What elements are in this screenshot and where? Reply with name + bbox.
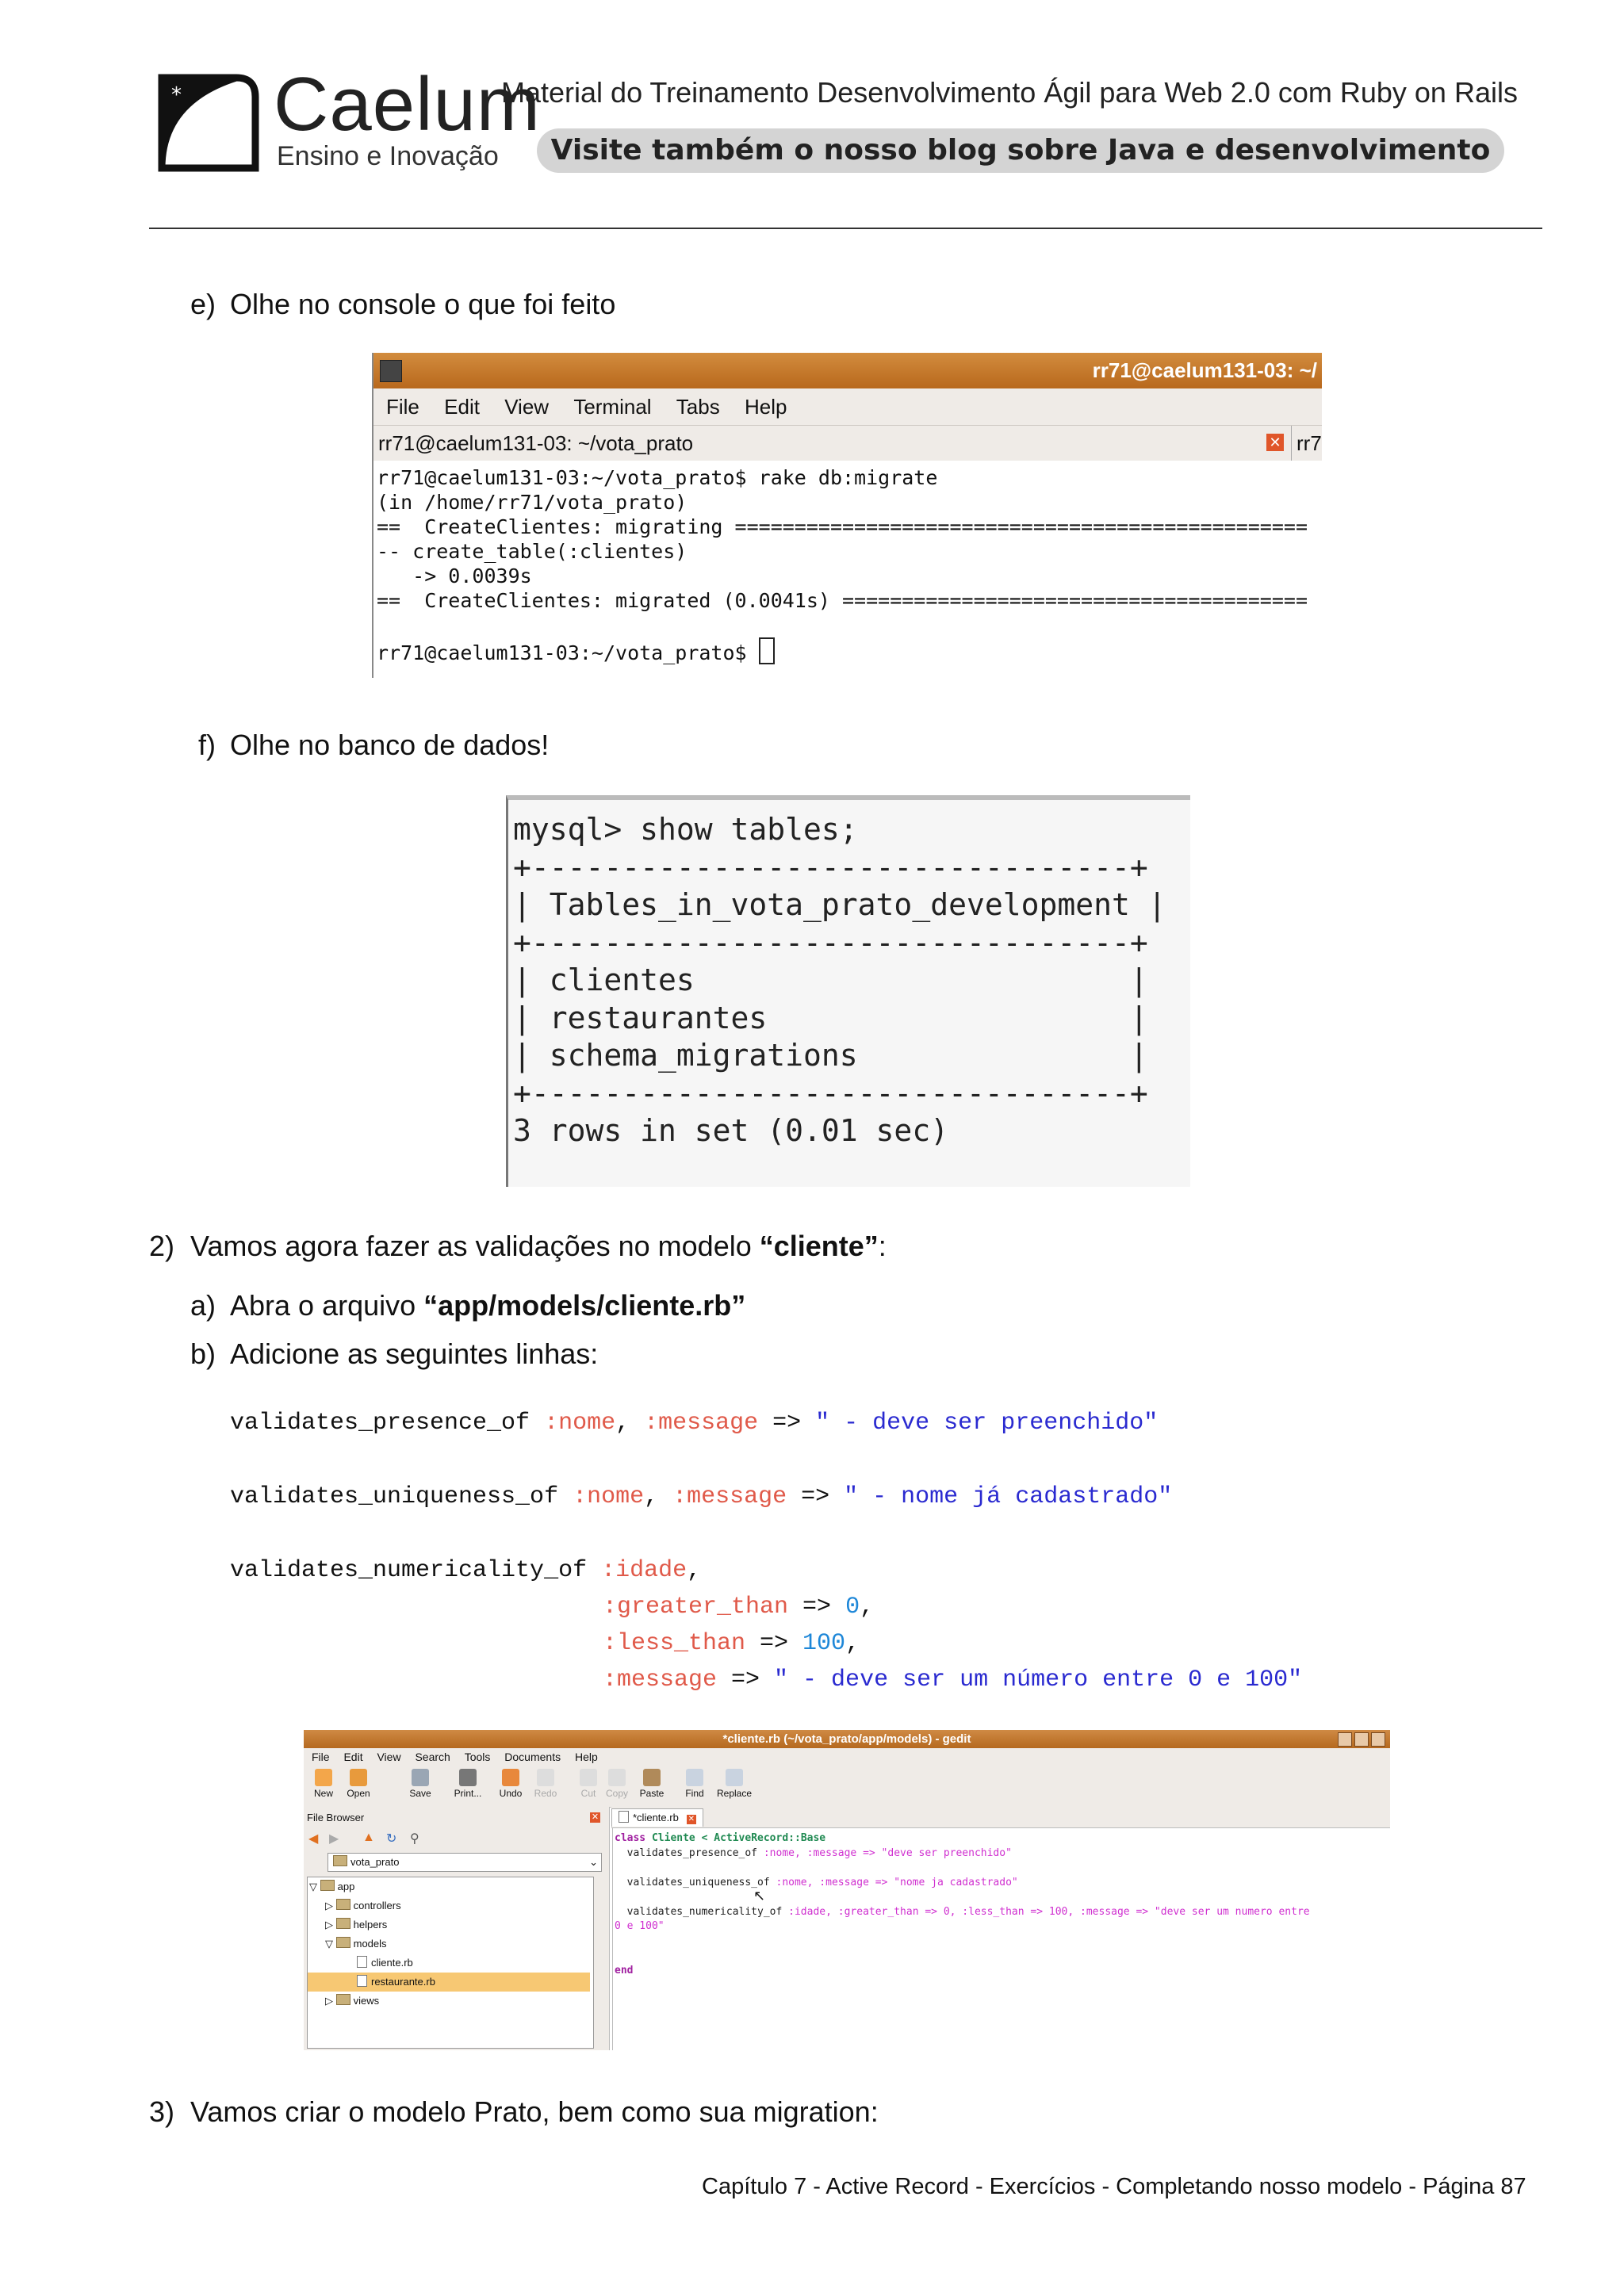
folder-icon [336,1937,350,1948]
code-line-presence: validates_presence_of :nome, :message => " - deve ser preenchido" [230,1410,1159,1437]
step-f-marker: f) [198,729,216,761]
maximize-icon[interactable] [1354,1732,1369,1747]
tree-item-helpers[interactable]: ▷ helpers [325,1919,388,1931]
gedit-menubar [304,1748,1390,1766]
step-2-model-name: “cliente” [759,1230,879,1262]
mysql-line: | clientes | [513,962,1148,997]
new-document-icon [315,1769,332,1786]
terminal-menubar [373,388,1322,426]
terminal-prompt: rr71@caelum131-03:~/vota_prato$ [377,641,759,664]
mouse-pointer-icon: ↖ [753,1888,766,1904]
gedit-editor[interactable] [612,1828,1390,2050]
filter-icon[interactable]: ⚲ [410,1832,419,1846]
terminal-output [377,465,1308,665]
tab-cliente-rb[interactable]: *cliente.rb ✕ [611,1808,703,1827]
gedit-toolbar [304,1766,1390,1808]
menu-tools[interactable]: Tools [464,1751,491,1763]
header-divider [149,228,1542,229]
close-icon[interactable] [1371,1732,1385,1747]
tree-item-views[interactable]: ▷ views [325,1995,380,2007]
menu-documents[interactable]: Documents [504,1751,561,1763]
menu-search[interactable]: Search [415,1751,450,1763]
mysql-line: | schema_migrations | [513,1038,1148,1073]
blog-banner: Visite também o nosso blog sobre Java e desenvolvimento [537,128,1504,173]
terminal-line: rr71@caelum131-03:~/vota_prato$ rake db:migrate [377,466,938,489]
terminal-tabbar [373,426,1322,461]
caelum-logo-icon [157,70,260,173]
code-line-less-than: :less_than => 100, [603,1630,860,1657]
file-browser-nav [307,1829,602,1848]
mysql-line: +---------------------------------+ [513,924,1148,960]
cursor-icon [759,637,775,664]
print-button[interactable]: Print... [450,1767,486,1799]
mysql-line: | Tables_in_vota_prato_development | [513,887,1166,922]
folder-select[interactable] [327,1853,602,1872]
gedit-code: class Cliente < ActiveRecord::Base validates_presence_of :nome, :message => "deve ser preenchido" validates_uniqueness_of :nome, :message => "nome ja cadastrado" validates_numericality_of :idade, :greater_than => 0, :less_than => 100, :message => "deve ser um numero entre 0 e 100" end [615,1832,1310,1976]
menu-view[interactable]: View [377,1751,401,1763]
mysql-screenshot [506,795,1190,1187]
tree-item-restaurante-rb[interactable]: restaurante.rb [308,1973,590,1992]
tree-item-models[interactable]: ▽ models [325,1938,387,1950]
replace-button[interactable]: Replace [716,1767,753,1799]
page-footer: Capítulo 7 - Active Record - Exercícios - Completando nosso modelo - Página 87 [702,2174,1526,2199]
step-a-text [230,1288,745,1323]
code-line-uniqueness: validates_uniqueness_of :nome, :message => " - nome já cadastrado" [230,1483,1173,1510]
find-icon [686,1769,703,1786]
terminal-line: == CreateClientes: migrating ================================================ [377,515,1308,538]
refresh-icon[interactable]: ↻ [386,1832,397,1846]
tree-item-app[interactable]: ▽ app [309,1881,355,1892]
redo-icon [537,1769,554,1786]
terminal-icon [380,360,402,382]
find-button[interactable]: Find [676,1767,713,1799]
menu-edit[interactable]: Edit [444,395,480,419]
menu-help[interactable]: Help [574,1751,598,1763]
folder-icon [333,1855,347,1866]
step-2-text-pre: Vamos agora fazer as validações no modelo [190,1230,760,1262]
cut-button[interactable]: Cut [570,1767,607,1799]
tree-item-controllers[interactable]: ▷ controllers [325,1900,401,1911]
step-b-text: Adicione as seguintes linhas: [230,1337,599,1370]
file-icon [619,1811,629,1823]
menu-file[interactable]: File [386,395,419,419]
logo-wordmark: Caelum [274,62,541,147]
mysql-line: +---------------------------------+ [513,849,1148,885]
paste-button[interactable]: Paste [634,1767,670,1799]
step-a-marker: a) [190,1289,216,1322]
menu-terminal[interactable]: Terminal [573,395,652,419]
step-2-marker: 2) [149,1230,175,1262]
collapsed-arrow-icon: ▷ [325,1919,336,1931]
expanded-arrow-icon: ▽ [325,1938,336,1950]
menu-file[interactable]: File [312,1751,330,1763]
save-icon [412,1769,429,1786]
back-arrow-icon[interactable]: ◀ [308,1832,319,1846]
replace-icon [726,1769,743,1786]
terminal-tab[interactable]: rr71@caelum131-03: ~/vota_prato [378,431,694,455]
step-2-text-post: : [878,1230,887,1262]
folder-icon [320,1880,335,1891]
file-icon [357,1975,367,1987]
svg-text:*: * [171,83,182,107]
file-tree [307,1877,594,2049]
gedit-title: *cliente.rb (~/vota_prato/app/models) - gedit [722,1732,971,1746]
step-e-text: Olhe no console o que foi feito [230,288,616,320]
code-line-message: :message => " - deve ser um número entre 0 e 100" [603,1667,1303,1693]
close-panel-icon[interactable]: ✕ [591,1812,599,1822]
mysql-line: 3 rows in set (0.01 sec) [513,1113,949,1148]
folder-select-value: vota_prato [350,1856,400,1868]
mysql-line: | restaurantes | [513,1000,1148,1035]
open-folder-icon [350,1769,367,1786]
gedit-screenshot [304,1730,1390,2050]
terminal-line: (in /home/rr71/vota_prato) [377,491,688,514]
paste-icon [643,1769,661,1786]
header-title: Material do Treinamento Desenvolvimento Ágil para Web 2.0 com Ruby on Rails [501,76,1518,109]
menu-edit[interactable]: Edit [343,1751,363,1763]
menu-tabs[interactable]: Tabs [676,395,720,419]
mysql-line: mysql> show tables; [513,812,858,847]
step-2-text [190,1229,887,1264]
code-line-numericality: validates_numericality_of :idade, [230,1557,702,1584]
menu-help[interactable]: Help [744,395,787,419]
step-e-marker: e) [190,288,216,320]
folder-icon [336,1899,350,1910]
up-arrow-icon[interactable]: ▲ [362,1831,375,1844]
mysql-output [513,811,1166,1150]
terminal-titlebar [373,353,1322,388]
terminal-line: -- create_table(:clientes) [377,540,688,563]
collapsed-arrow-icon: ▷ [325,1900,336,1911]
printer-icon [459,1769,477,1786]
menu-view[interactable]: View [504,395,550,419]
terminal-screenshot [372,353,1322,678]
mysql-line: +---------------------------------+ [513,1075,1148,1111]
file-browser-panel [304,1807,610,2050]
logo-tagline: Ensino e Inovação [277,141,499,171]
terminal-line: == CreateClientes: migrated (0.0041s) ======================================= [377,589,1308,612]
chevron-down-icon: ⌄ [589,1856,598,1868]
open-button[interactable]: Open [340,1767,377,1799]
cut-icon [580,1769,597,1786]
redo-button[interactable]: Redo [527,1767,564,1799]
close-tab-icon[interactable]: ✕ [1266,434,1284,451]
step-3-marker: 3) [149,2095,175,2128]
forward-arrow-icon[interactable]: ▶ [329,1832,339,1846]
copy-icon [608,1769,626,1786]
file-icon [357,1956,367,1968]
tree-item-cliente-rb[interactable]: cliente.rb [357,1954,590,1973]
folder-icon [336,1918,350,1929]
gedit-tabbar [611,1807,1390,1828]
file-browser-header [307,1810,600,1826]
copy-button[interactable]: Copy [599,1767,635,1799]
step-a-filepath: “app/models/cliente.rb” [423,1289,746,1322]
step-b-marker: b) [190,1337,216,1370]
minimize-icon[interactable] [1338,1732,1352,1747]
collapsed-arrow-icon: ▷ [325,1995,336,2007]
terminal-title: rr71@caelum131-03: ~/ [1092,358,1317,382]
save-button[interactable]: Save [402,1767,439,1799]
folder-icon [336,1994,350,2005]
terminal-line: -> 0.0039s [377,564,532,587]
code-line-greater-than: :greater_than => 0, [603,1594,875,1621]
gedit-titlebar [304,1730,1390,1748]
undo-icon [502,1769,519,1786]
file-browser-title: File Browser [307,1812,365,1823]
expanded-arrow-icon: ▽ [309,1881,320,1892]
step-f-text: Olhe no banco de dados! [230,729,550,761]
undo-button[interactable]: Undo [492,1767,529,1799]
step-a-text-pre: Abra o arquivo [230,1289,424,1322]
close-tab-icon[interactable]: ✕ [688,1815,695,1823]
step-3-text: Vamos criar o modelo Prato, bem como sua migration: [190,2095,879,2128]
new-button[interactable]: New [305,1767,342,1799]
terminal-tab-2[interactable]: rr7 [1291,426,1322,461]
